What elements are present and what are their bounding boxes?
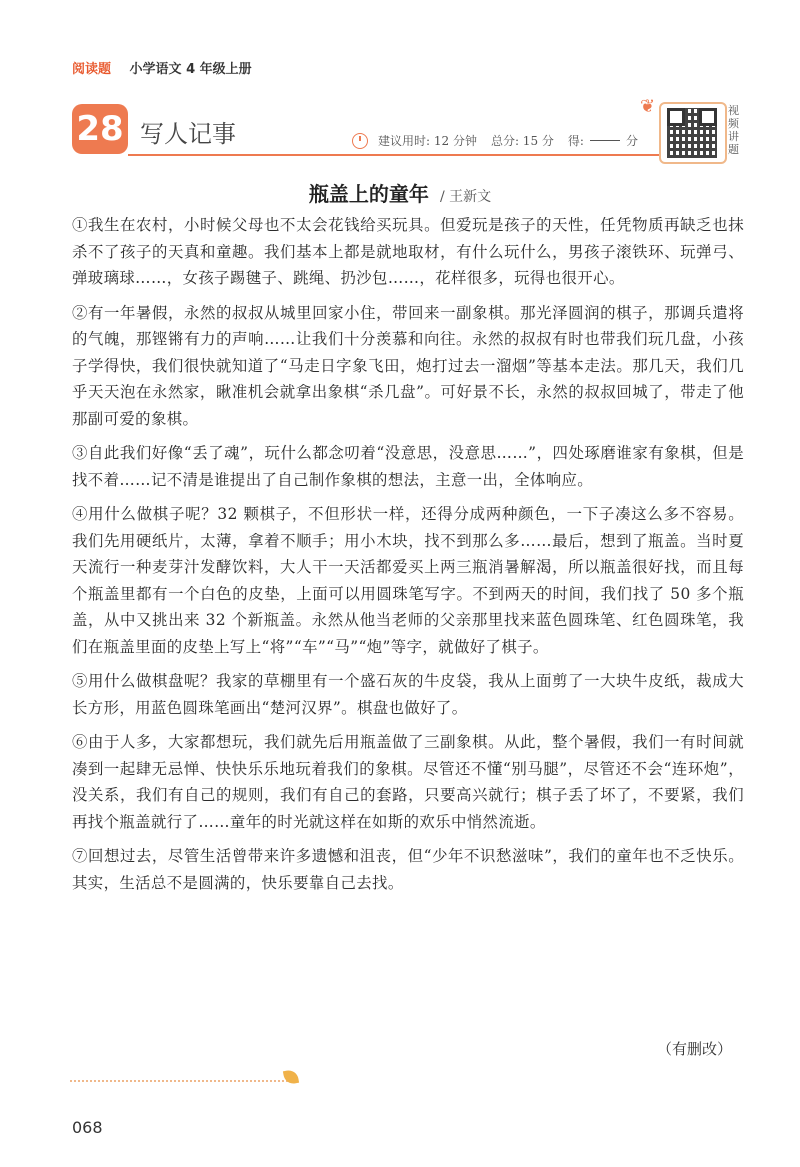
page-number: 068 bbox=[72, 1118, 103, 1137]
score-blank bbox=[590, 140, 620, 141]
score-got-label: 得: bbox=[567, 134, 584, 148]
article-body bbox=[72, 212, 744, 904]
paragraph-1: ①我生在农村，小时候父母也不太会花钱给买玩具。但爱玩是孩子的天性，任凭物质再缺乏也抹杀不了孩子的天真和童趣。我们基本上都是就地取材，有什么玩什么，男孩子滚铁环、玩弹弓、弹玻璃球……，女孩子踢毽子、跳绳、扔沙包……，花样很多，玩得也很开心。 bbox=[72, 216, 744, 287]
header-book-title: 小学语文 4 年级上册 bbox=[129, 62, 252, 77]
article-author: / 王新文 bbox=[439, 189, 492, 205]
lesson-title: 写人记事 bbox=[140, 120, 236, 148]
paragraph-7: ⑦回想过去，尽管生活曾带来许多遗憾和沮丧，但“少年不识愁滋味”，我们的童年也不乏快乐。其实，生活总不是圆满的，快乐要靠自己去找。 bbox=[72, 847, 744, 892]
score-unit: 分 bbox=[625, 134, 638, 148]
page-header bbox=[72, 58, 252, 77]
video-lecture-label: 视频讲题 bbox=[728, 104, 739, 156]
qr-code-icon[interactable] bbox=[667, 108, 717, 158]
paragraph-4: ④用什么做棋子呢？32 颗棋子，不但形状一样，还得分成两种颜色，一下子凑这么多不容易。我们先用硬纸片，太薄，拿着不顺手；用小木块，找不到那么多……最后，想到了瓶盖。当时夏天流行一种麦芽汁发酵饮料，大人干一天活都爱买上两三瓶消暑解渴，所以瓶盖很好找，而且每个瓶盖里都有一个白色的皮垫，上面可以用圆珠笔写字。不到两天的时间，我们找了 50 多个瓶盖，从中又挑出来 32 个新瓶盖。永然从他当老师的父亲那里找来蓝色圆珠笔、红色圆珠笔，我们在瓶盖里面的皮垫上写上“将”“车”“马”“炮”等字，就做好了棋子。 bbox=[72, 505, 744, 656]
suggested-time: 建议用时: 12 分钟 bbox=[378, 134, 477, 148]
total-score: 总分: 15 分 bbox=[490, 134, 554, 148]
sprout-icon: ❦ bbox=[640, 96, 656, 117]
paragraph-6: ⑥由于人多，大家都想玩，我们就先后用瓶盖做了三副象棋。从此，整个暑假，我们一有时间就凑到一起肆无忌惮、快快乐乐地玩着我们的象棋。尽管还不懂“别马腿”，尽管还不会“连环炮”，没关系，我们有自己的规则，我们有自己的套路，只要高兴就行；棋子丢了坏了，不要紧，我们再找个瓶盖就行了……童年的时光就这样在如斯的欢乐中悄然流逝。 bbox=[72, 733, 744, 831]
leaf-icon bbox=[283, 1069, 299, 1085]
paragraph-5: ⑤用什么做棋盘呢？我家的草棚里有一个盛石灰的牛皮袋，我从上面剪了一大块牛皮纸，裁成大长方形，用蓝色圆珠笔画出“楚河汉界”。棋盘也做好了。 bbox=[72, 672, 744, 717]
abridged-note: （有删改） bbox=[656, 1040, 732, 1058]
paragraph-3: ③自此我们好像“丢了魂”，玩什么都念叨着“没意思，没意思……”，四处琢磨谁家有象棋，但是找不着……记不清是谁提出了自己制作象棋的想法，主意一出，全体响应。 bbox=[72, 444, 744, 489]
lesson-number-badge: 28 bbox=[72, 104, 128, 154]
lesson-meta bbox=[352, 132, 638, 149]
footer-dotted-line bbox=[70, 1080, 288, 1082]
clock-icon bbox=[352, 133, 368, 149]
paragraph-2: ②有一年暑假，永然的叔叔从城里回家小住，带回来一副象棋。那光泽圆润的棋子，那调兵遣将的气魄，那铿锵有力的声响……让我们十分羡慕和向往。永然的叔叔有时也带我们玩几盘，小孩子学得快，我们很快就知道了“马走日字象飞田，炮打过去一溜烟”等基本走法。那几天，我们几乎天天泡在永然家，瞅准机会就拿出象棋“杀几盘”。可好景不长，永然的叔叔回城了，带走了他那副可爱的象棋。 bbox=[72, 303, 744, 428]
header-category: 阅读题 bbox=[72, 62, 112, 77]
header-divider bbox=[128, 154, 660, 156]
article-heading bbox=[0, 178, 800, 207]
video-qr-box[interactable] bbox=[659, 102, 727, 164]
article-title: 瓶盖上的童年 bbox=[308, 182, 429, 206]
